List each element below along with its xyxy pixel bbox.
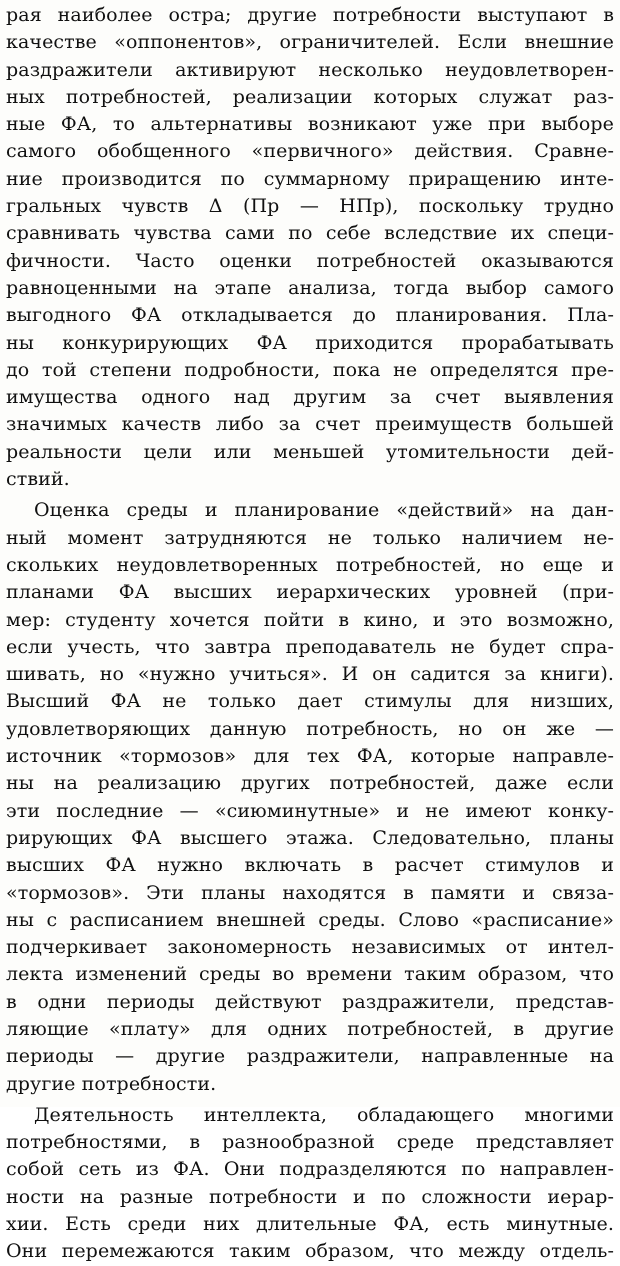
- text-line: ности на разные потребности и по сложности иерар-: [6, 1185, 614, 1208]
- text-line: ствий.: [6, 468, 70, 491]
- text-line: Деятельность интеллекта, обладающего многими: [34, 1103, 614, 1126]
- text-line: сравнивать чувства сами по себе вследствие их специ-: [6, 222, 614, 245]
- text-line: ных потребностей, реализации которых служат раз-: [6, 85, 614, 108]
- text-line: хии. Есть среди них длительные ФА, есть минутные.: [6, 1213, 614, 1236]
- text-line: подчеркивает закономерность независимых от интел-: [6, 936, 614, 959]
- text-line: раздражители активируют несколько неудовлетворен-: [6, 58, 614, 81]
- text-line: ные ФА, то альтернативы возникают уже при выборе: [6, 113, 614, 136]
- text-line: ны с расписанием внешней среды. Слово «расписание»: [6, 908, 614, 931]
- text-line: самого обобщенного «первичного» действия. Сравне-: [6, 140, 614, 163]
- text-line: рая наиболее острa; другие потребности выступают в: [6, 4, 614, 26]
- text-line: рирующих ФА высшего этажа. Следовательно, планы: [6, 826, 614, 849]
- text-line: собой сеть из ФА. Они подразделяются по направлен-: [6, 1158, 614, 1181]
- text-line: высших ФА нужно включать в расчет стимулов и: [6, 854, 614, 877]
- text-line: ный момент затрудняются не только наличием не-: [6, 526, 614, 549]
- text-line: ны на реализацию других потребностей, даже если: [6, 772, 614, 795]
- text-line: ны конкурирующих ФА приходится прорабатывать: [6, 331, 614, 354]
- text-line: до той степени подробности, пока не определятся пре-: [6, 358, 614, 381]
- text-line: другие потребности.: [6, 1072, 217, 1095]
- text-line: имущества одного над другим за счет выявления: [6, 386, 614, 409]
- text-line: ние производится по суммарному приращению инте-: [6, 167, 614, 190]
- text-line: «тормозов». Эти планы находятся в памяти и связа-: [6, 881, 614, 904]
- text-line: если учесть, что завтра преподаватель не будет спра-: [6, 635, 614, 658]
- text-line: качестве «оппонентов», ограничителей. Если внешние: [6, 31, 614, 54]
- text-line: ляющие «плату» для одних потребностей, в другие: [6, 1017, 614, 1040]
- text-line: значимых качеств либо за счет преимуществ большей: [6, 413, 614, 436]
- text-line: в одни периоды действуют раздражители, представ-: [6, 990, 614, 1013]
- text-line: Высший ФА не только дает стимулы для низших,: [6, 690, 614, 713]
- text-line: фичности. Часто оценки потребностей оказываются: [6, 249, 614, 272]
- text-line: гральных чувств Δ (Пр — НПр), поскольку трудно: [6, 195, 614, 218]
- text-line: планами ФА высших иерархических уровней (при-: [6, 581, 614, 604]
- text-line: лекта изменений среды во времени таким образом, что: [6, 963, 614, 986]
- text-line: шивать, но «нужно учиться». И он садится за книги).: [6, 663, 614, 686]
- text-line: источник «тормозов» для тех ФА, которые направле-: [6, 745, 614, 768]
- text-line: мер: студенту хочется пойти в кино, и это возможно,: [6, 608, 614, 631]
- text-line: удовлетворяющих данную потребность, но он же —: [6, 717, 614, 740]
- text-line: Оценка среды и планирование «действий» на дан-: [34, 499, 614, 522]
- text-line: реальности цели или меньшей утомительности дей-: [6, 440, 614, 463]
- text-line: скольких неудовлетворенных потребностей, но еще и: [6, 553, 614, 576]
- text-line: эти последние — «сиюминутные» и не имеют конку-: [6, 799, 614, 822]
- text-line: выгодного ФА откладывается до планирования. Пла-: [6, 304, 614, 327]
- body-text: [6, 2, 614, 1266]
- text-line: потребностями, в разнообразной среде представляет: [6, 1131, 614, 1154]
- text-line: периоды — другие раздражители, направленные на: [6, 1045, 614, 1068]
- text-line: равноценными на этапе анализа, тогда выбор самого: [6, 276, 614, 299]
- text-line: Они перемежаются таким образом, что между отдель-: [6, 1240, 614, 1263]
